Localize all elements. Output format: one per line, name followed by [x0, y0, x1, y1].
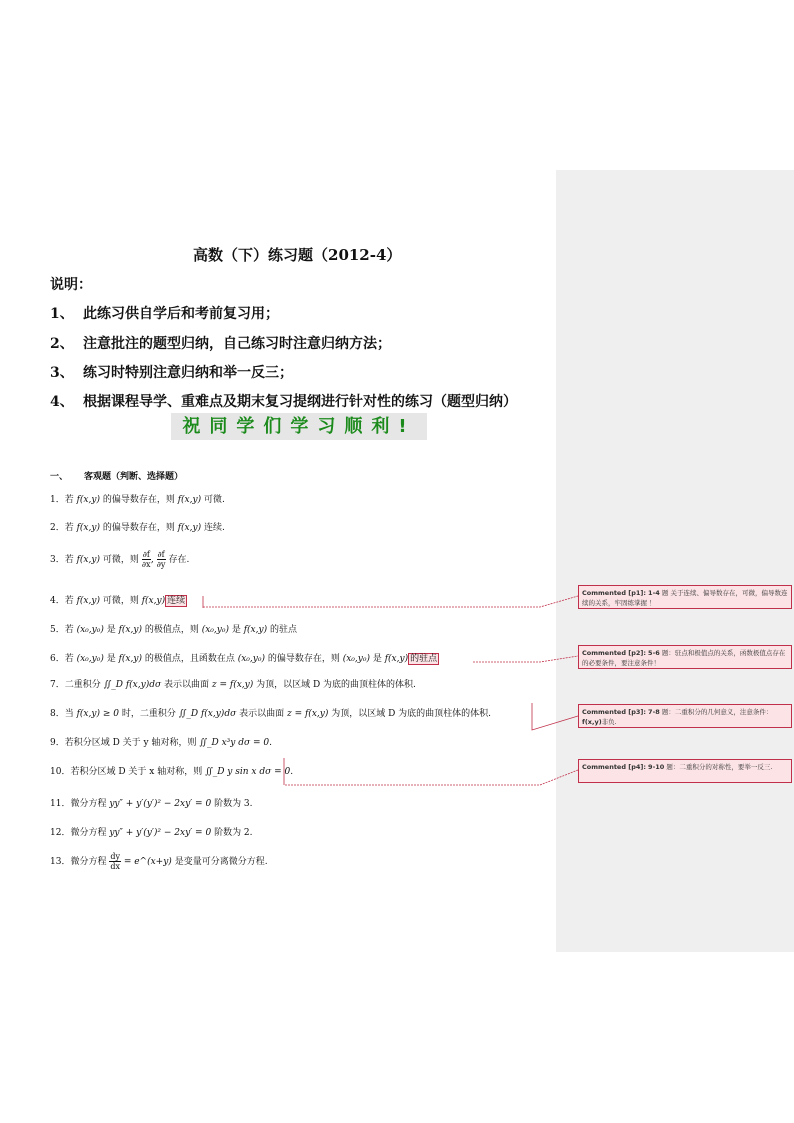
section-heading: 一、 客观题（判断、选择题） — [50, 472, 184, 482]
question-7: 7．二重积分 ∬_D f(x,y)dσ 表示以曲面 z = f(x,y) 为顶，以区域 D 为底的曲顶柱体的体积. — [50, 680, 416, 690]
note-item: 1、 此练习供自学后和考前复习用； — [50, 306, 279, 322]
page-title: 高数（下）练习题（2012-4） — [193, 246, 402, 264]
commented-text[interactable]: 的驻点 — [410, 654, 438, 664]
instructions-heading: 说明： — [50, 277, 92, 293]
question-13: 13．微分方程 $\frac{dy}{dx}$ = e^(x+y) 是变量可分离微分方程. — [50, 852, 268, 871]
commented-text[interactable]: 连续 — [167, 596, 186, 606]
question-12: 12．微分方程 yy″ + y′(y′)² − 2xy′ = 0 阶数为 2. — [50, 828, 253, 838]
question-6: 6．若 (x₀,y₀) 是 f(x,y) 的极值点，且函数在点 (x₀,y₀) 的偏导数存在，则 (x₀,y₀) 是 f(x,y) 的驻点 — [50, 654, 438, 664]
partial-x-fraction: $\frac{\partial f}{\partial x}$ — [141, 550, 151, 569]
question-2: 2．若 f(x,y) 的偏导数存在，则 f(x,y) 连续. — [50, 523, 225, 533]
question-8: 8．当 f(x,y) ≥ 0 时，二重积分 ∬_D f(x,y)dσ 表示以曲面 z = f(x,y) 为顶，以区域 D 为底的曲顶柱体的体积. — [50, 709, 492, 719]
question-11: 11．微分方程 yy″ + y′(y′)² − 2xy′ = 0 阶数为 3. — [50, 799, 253, 809]
question-9: 9．若积分区域 D 关于 y 轴对称，则 ∬_D x³y dσ = 0. — [50, 738, 272, 748]
note-item: 3、 练习时特别注意归纳和举一反三； — [50, 365, 293, 381]
question-10: 10．若积分区域 D 关于 x 轴对称，则 ∬_D y sin x dσ = 0. — [50, 767, 294, 777]
question-1: 1．若 f(x,y) 的偏导数存在，则 f(x,y) 可微. — [50, 495, 225, 505]
comment-box[interactable]: Commented [p1]: 1-4 题 关于连续、偏导数存在，可微，偏导数连续的关系，牢固练掌握 ！ — [578, 585, 792, 609]
note-item: 4、 根据课程导学、重难点及期末复习提纲进行针对性的练习（题型归纳） — [50, 394, 517, 410]
dy-dx-fraction: $\frac{dy}{dx}$ — [110, 852, 120, 871]
comment-box[interactable]: Commented [p2]: 5-6 题：驻点和极值点的关系，函数极值点存在的必要条件，要注意条件！ — [578, 645, 792, 669]
question-3: 3．若 f(x,y) 可微，则 $\frac{\partial f}{\partial x}$ , $\frac{\partial f}{\partial y}$ 存在. — [50, 550, 190, 569]
greeting-banner: 祝同学们学习顺利! — [171, 413, 427, 440]
partial-y-fraction: $\frac{\partial f}{\partial y}$ — [156, 550, 166, 569]
question-5: 5．若 (x₀,y₀) 是 f(x,y) 的极值点，则 (x₀,y₀) 是 f(x,y) 的驻点 — [50, 625, 297, 635]
question-4: 4．若 f(x,y) 可微，则 f(x,y) 连续 — [50, 596, 186, 606]
note-item: 2、 注意批注的题型归纳，自己练习时注意归纳方法； — [50, 336, 391, 352]
comment-box[interactable]: Commented [p3]: 7-8 题：二重积分的几何意义，注意条件： f(x,y)非负. — [578, 704, 792, 728]
comment-box[interactable]: Commented [p4]: 9-10 题：二重积分的对称性，要举一反三. — [578, 759, 792, 783]
